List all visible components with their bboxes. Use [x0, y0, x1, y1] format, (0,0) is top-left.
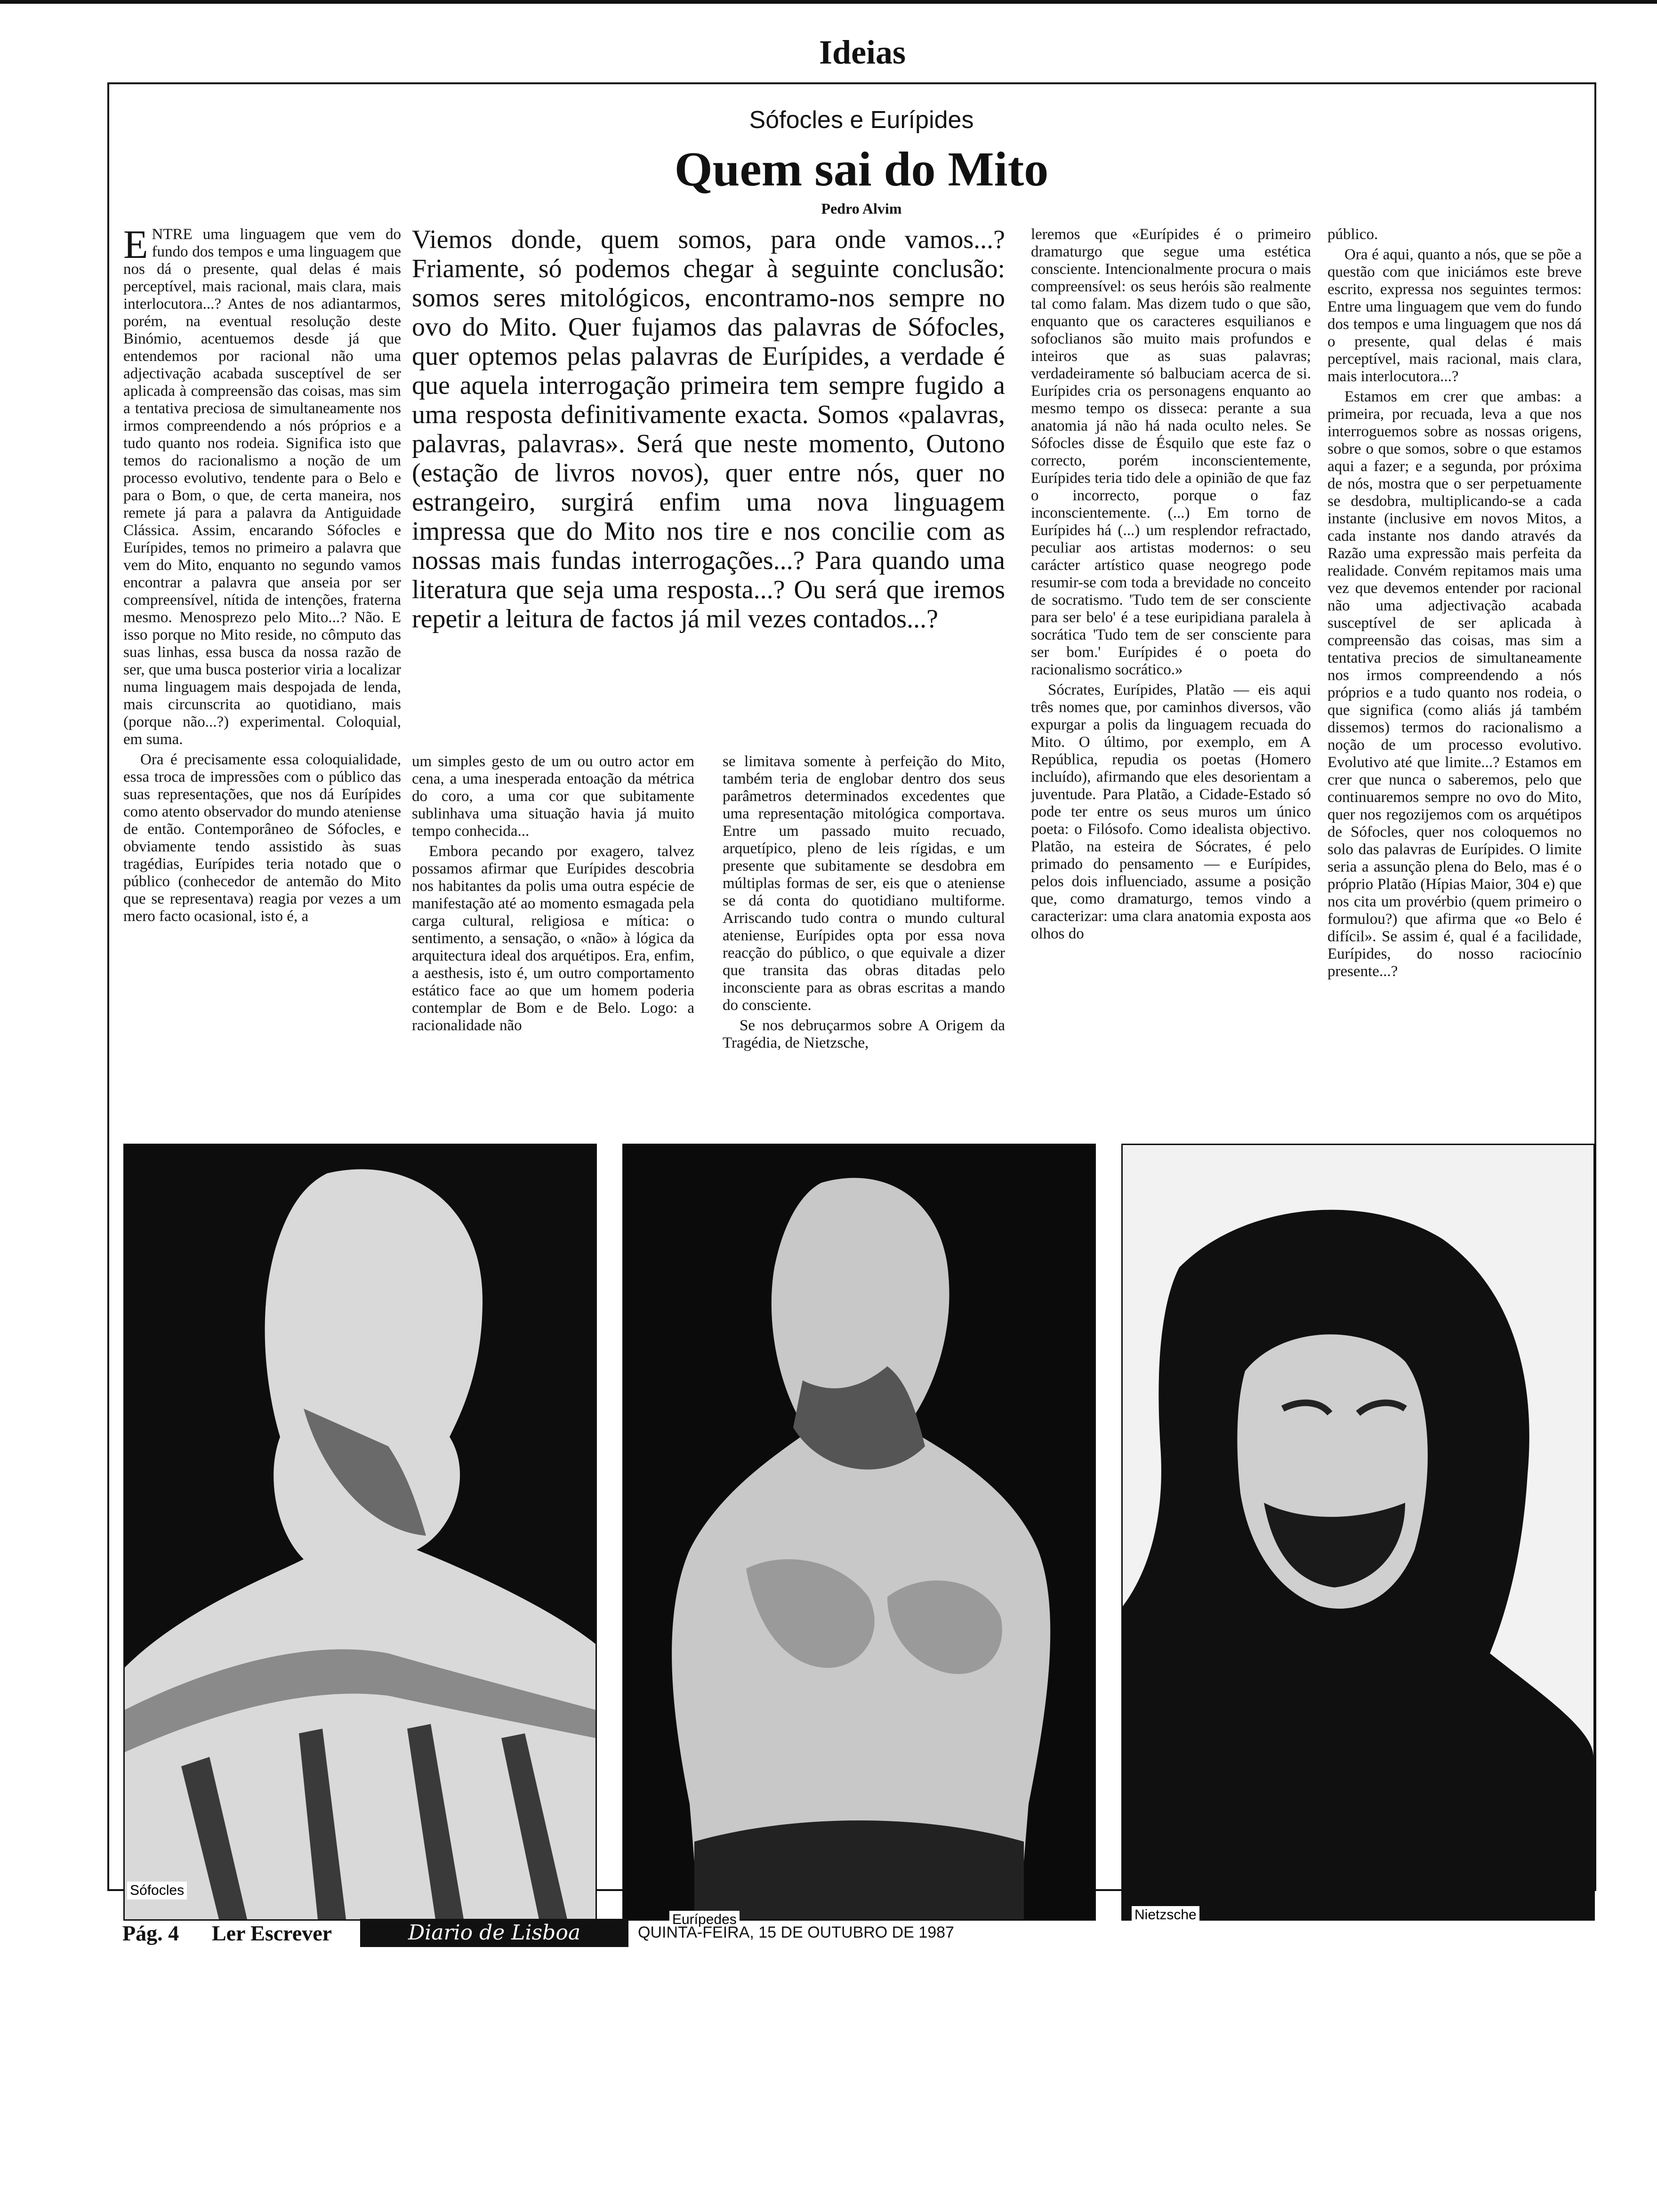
- top-rule: [0, 0, 1657, 4]
- page-number: Pág. 4: [122, 1921, 179, 1945]
- text-column-1: [123, 226, 401, 1137]
- text-column-3: [723, 753, 1005, 1137]
- paragraph: leremos que «Eurípides é o primeiro dramaturgo que segue uma estética consciente. Intencionalmente procura o mais compreensível: os seus heróis são realmente tal como falam. Mas dizem tudo o que são, enquanto que os caracteres esquilianos e sofoclianos são muito mais profundos e inteiros que as suas palavras; verdadeiramente só balbuciam acerca de si. Eurípides cria os personagens enquanto ao mesmo tempo os disseca: perante a sua anatomia já não há nada oculto neles. Se Sófocles disse de Ésquilo que este faz o correcto, porém inconscientemente, Eurípides teria tido dele a opinião de que faz o incorrecto, porque o faz inconscientemente. (...) Em torno de Eurípides há (...) um resplendor refractado, peculiar aos artistas modernos: o seu carácter artístico quase neogrego pode resumir-se com toda a brevidade no conceito de socratismo. 'Tudo tem de ser consciente para ser belo' é a tese euripidiana paralela à socrática 'Tudo tem de ser consciente para ser bom.' Eurípides é o poeta do racionalismo socrático.»: [1031, 226, 1311, 678]
- text-column-4: [1031, 226, 1311, 1137]
- photo-euripides: [622, 1144, 1096, 1921]
- photo-caption: Sófocles: [127, 1882, 187, 1899]
- issue-date: QUINTA-FEIRA, 15 DE OUTUBRO DE 1987: [638, 1923, 954, 1941]
- statue-silhouette-icon: [624, 1145, 1094, 1919]
- portrait-silhouette-icon: [1123, 1145, 1593, 1919]
- article-kicker: Sófocles e Eurípides: [749, 106, 974, 134]
- paragraph: se limitava somente à perfeição do Mito, também teria de englobar dentro dos seus parâmetros determinados excedentes que uma representação mitológica comportava. Entre um passado muito recuado, arquetípico, pleno de leis rígidas, e um presente que subitamente se desdobra em múltiplas formas de ser, eis que o ateniense se dá conta do quotidiano multiforme. Arriscando tudo contra o mundo cultural ateniense, Eurípides opta por essa nova reacção do público, o que equivale a dizer que transita das obras ditadas pelo inconsciente para as obras escritas a mando do consciente.: [723, 753, 1005, 1014]
- paragraph: Se nos debruçarmos sobre A Origem da Tragédia, de Nietzsche,: [723, 1017, 1005, 1051]
- text-column-5: [1327, 226, 1582, 1137]
- bust-silhouette-icon: [125, 1145, 595, 1919]
- paragraph: Ora é precisamente essa coloquialidade, essa troca de impressões com o público das suas representações, que nos dá Eurípides como atento observador do mundo ateniense de então. Contemporâneo de Sófocles, e obviamente tendo assistido às suas tragédias, Eurípides teria notado que o público (conhecedor de antemão do Mito que se representava) reagia por vezes a um mero facto ocasional, isto é, a: [123, 751, 401, 925]
- photo-nietzsche: [1121, 1144, 1595, 1921]
- paragraph: Ora é aqui, quanto a nós, que se põe a questão com que iniciámos este breve escrito, expressa nos seguintes termos: Entre uma linguagem que vem do fundo dos tempos e uma linguagem que nos dá o presente, qual delas é mais perceptível, mais racional, mais clara, mais interlocutora...?: [1327, 246, 1582, 385]
- paragraph: ENTRE uma linguagem que vem do fundo dos tempos e uma linguagem que nos dá o presente, qual delas é mais perceptível, mais racional, mais clara, mais interlocutora...? Antes de nos adiantarmos, porém, na eventual resolução deste Binómio, acentuemos desde já que entendemos por racional não uma adjectivação acabada susceptível de ser aplicada à compreensão das coisas, mas sim a tentativa preciosa de simultaneamente nos irmos compreendendo a nós próprios e a tudo quanto nos rodeia. Significa isto que temos do racionalismo a noção de um processo evolutivo, tendente para o Belo e para o Bom, o que, de certa maneira, nos remete já para a palavra da Antiguidade Clássica. Assim, encarando Sófocles e Eurípides, temos no primeiro a palavra que vem do Mito, enquanto no segundo vamos encontrar a palavra que anseia por ser compreensível, nítida de intenções, fraterna mesmo. Menosprezo pelo Mito...? Não. E isso porque no Mito reside, no cômputo das suas linhas, essa busca da nossa razão de ser, que uma busca posterior viria a localizar numa linguagem mais despojada de lenda, mais circunscrita ao quotidiano, mais (porque não...?) experimental. Coloquial, em suma.: [123, 226, 401, 748]
- newspaper-logo: Diario de Lisboa: [360, 1919, 628, 1947]
- supplement-name: Ler Escrever: [212, 1921, 332, 1945]
- section-title: Ideias: [819, 33, 906, 71]
- paragraph: público.: [1327, 226, 1378, 243]
- photo-caption: Eurípedes: [669, 1911, 740, 1929]
- paragraph: Embora pecando por exagero, talvez possamos afirmar que Eurípides descobria nos habitantes da polis uma outra espécie de manifestação até ao momento esmagada pela carga cultural, religiosa e mítica: o sentimento, a sensação, o «não» à lógica da arquitectura ideal dos arquétipos. Era, enfim, a aesthesis, isto é, um outro comportamento estático face ao que um homem poderia contemplar de Bom e de Belo. Logo: a racionalidade não: [412, 843, 694, 1034]
- paragraph: Estamos em crer que ambas: a primeira, por recuada, leva a que nos interroguemos sobre as nossas origens, sobre o que somos, sobre o que estamos aqui a fazer; e a segunda, por próxima de nós, mostra que o ser perpetuamente se desdobra, multiplicando-se a cada instante (inclusive em novos Mitos, a cada instante nos dando através da Razão uma expressão mais perfeita da realidade. Convém repitamos mais uma vez que devemos entender por racional não uma adjectivação acabada susceptível de ser aplicada à compreensão das coisas, mas sim a tentativa precios de simultaneamente nos irmos compreendendo a nós próprios e a tudo quanto nos rodeia, o que significa (como aliás já também dissemos) termos do racionalismo a noção de um processo evolutivo. Evolutivo até que limite...? Estamos em crer que nunca o saberemos, pelo que continuaremos sempre no ovo do Mito, quer nos regozijemos com os arquétipos de Sófocles, quer nos coloquemos no solo das palavras de Eurípides. O limite seria a assunção plena do Belo, mas é o próprio Platão (Hípias Maior, 304 e) que nos cita um provérbio (quem primeiro o formulou?) que afirma que «o Belo é difícil». Se assim é, qual é a facilidade, Eurípides, do nosso raciocínio presente...?: [1327, 388, 1582, 980]
- text-column-2: [412, 753, 694, 1137]
- article-byline: Pedro Alvim: [821, 200, 902, 217]
- photo-sophocles: [123, 1144, 597, 1921]
- article-headline: Quem sai do Mito: [674, 142, 1049, 196]
- photo-caption: Nietzsche: [1132, 1906, 1199, 1924]
- drop-cap: E: [123, 226, 148, 267]
- paragraph: um simples gesto de um ou outro actor em cena, a uma inesperada entoação da métrica do coro, a uma cor que subitamente sublinhava uma situação havia já muito tempo conhecida...: [412, 753, 694, 840]
- paragraph: Sócrates, Eurípides, Platão — eis aqui três nomes que, por caminhos diversos, vão expurgar a polis da linguagem recuada do Mito. O último, por exemplo, em A República, repudia os poetas (Homero incluído), afirmando que eles desorientam a juventude. Para Platão, a Cidade-Estado só pode ter entre os seus muros um único poeta: o Filósofo. Como idealista objectivo. Platão, na esteira de Sócrates, é pelo primado do pensamento — e Eurípides, pelos dois influenciado, assume a posição que, como dramaturgo, temos vindo a caracterizar: uma clara anatomia exposta aos olhos do: [1031, 681, 1311, 942]
- lead-paragraph: Viemos donde, quem somos, para onde vamos...? Friamente, só podemos chegar à seguinte conclusão: somos seres mitológicos, encontramo-nos sempre no ovo do Mito. Quer fujamos das palavras de Sófocles, quer optemos pelas palavras de Eurípides, a verdade é que aquela interrogação primeira tem sempre fugido a uma resposta definitivamente exacta. Somos «palavras, palavras, palavras». Será que neste momento, Outono (estação de livros novos), quer entre nós, quer no estrangeiro, surgirá enfim uma nova linguagem impressa que do Mito nos tire e nos concilie com as nossas mais fundas interrogações...? Para quando uma literatura que seja uma resposta...? Ou será que iremos repetir a leitura de factos já mil vezes contados...?: [412, 225, 1005, 633]
- page-footer: [122, 1918, 1535, 1956]
